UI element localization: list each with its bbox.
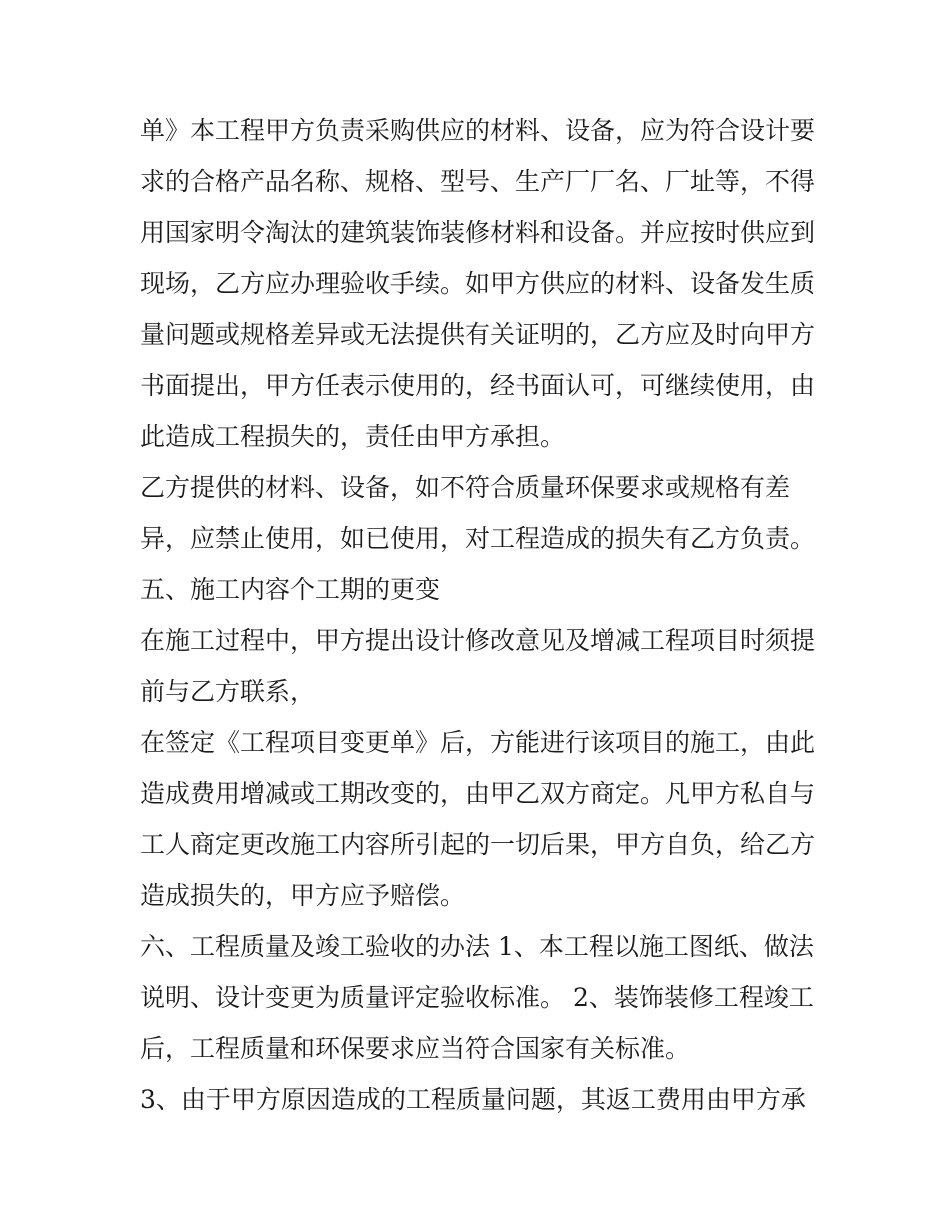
text-line: 此造成工程损失的，责任由甲方承担。: [140, 422, 566, 451]
section-heading: 六、工程质量及竣工验收的办法 1、本工程以施工图纸、做法: [140, 932, 814, 961]
text-line: 异，应禁止使用，如已使用，对工程造成的损失有乙方负责。: [140, 524, 816, 553]
text-line: 在施工过程中，甲方提出设计修改意见及增减工程项目时须提: [140, 626, 816, 655]
body-text: [140, 105, 820, 1125]
text-line: 乙方提供的材料、设备，如不符合质量环保要求或规格有差: [140, 473, 791, 502]
text-line: 造成损失的，甲方应予赔偿。: [140, 881, 466, 910]
section-heading: 五、施工内容个工期的更变: [140, 575, 441, 604]
text-line: 现场，乙方应办理验收手续。如甲方供应的材料、设备发生质: [140, 269, 816, 298]
text-line: 前与乙方联系，: [140, 677, 316, 706]
text-line: 单》本工程甲方负责采购供应的材料、设备，应为符合设计要: [140, 116, 816, 145]
text-line: 求的合格产品名称、规格、型号、生产厂厂名、厂址等，不得: [140, 167, 816, 196]
text-line: 后，工程质量和环保要求应当符合国家有关标准。: [140, 1034, 691, 1063]
text-line: 量问题或规格差异或无法提供有关证明的，乙方应及时向甲方: [140, 320, 816, 349]
text-line: 说明、设计变更为质量评定验收标准。 2、装饰装修工程竣工: [140, 983, 814, 1012]
text-line: 用国家明令淘汰的建筑装饰装修材料和设备。并应按时供应到: [140, 218, 816, 247]
text-line: 3、由于甲方原因造成的工程质量问题，其返工费用由甲方承: [140, 1085, 806, 1114]
text-line: 造成费用增减或工期改变的，由甲乙双方商定。凡甲方私自与: [140, 779, 816, 808]
text-line: 在签定《工程项目变更单》后，方能进行该项目的施工，由此: [140, 728, 816, 757]
text-line: 工人商定更改施工内容所引起的一切后果，甲方自负，给乙方: [140, 830, 816, 859]
text-line: 书面提出，甲方任表示使用的，经书面认可，可继续使用，由: [140, 371, 816, 400]
